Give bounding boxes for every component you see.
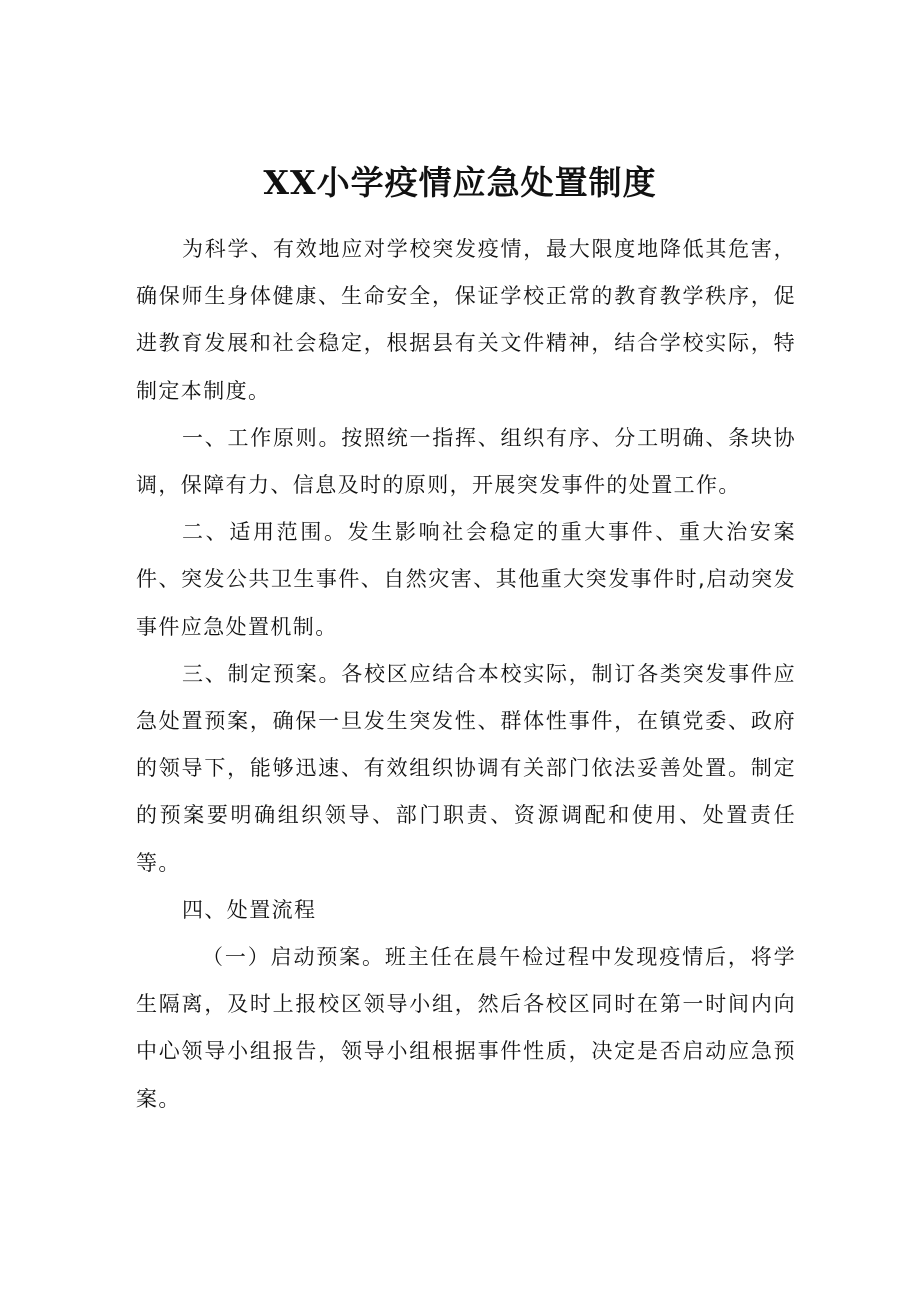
intro-paragraph: 为科学、有效地应对学校突发疫情，最大限度地降低其危害，确保师生身体健康、生命安全，保证学校正常的教育教学秩序，促进教育发展和社会稳定，根据县有关文件精神，结合学校实际，特制定本制度。 xyxy=(136,237,796,403)
section-work-principles: 一、工作原则。按照统一指挥、组织有序、分工明确、条块协调，保障有力、信息及时的原则，开展突发事件的处置工作。 xyxy=(136,425,796,498)
document-title: XX小学疫情应急处置制度 xyxy=(263,163,657,202)
document-body xyxy=(136,226,796,1123)
subsection-activate-plan: （一）启动预案。班主任在晨午检过程中发现疫情后，将学生隔离，及时上报校区领导小组，然后各校区同时在第一时间内向中心领导小组报告，领导小组根据事件性质，决定是否启动应急预案。 xyxy=(136,945,796,1111)
section-scope: 二、适用范围。发生影响社会稳定的重大事件、重大治安案件、突发公共卫生事件、自然灾害、其他重大突发事件时,启动突发事件应急处置机制。 xyxy=(136,520,796,639)
section-procedure-heading: 四、处置流程 xyxy=(182,897,317,922)
section-contingency-plans: 三、制定预案。各校区应结合本校实际，制订各类突发事件应急处置预案，确保一旦发生突发性、群体性事件，在镇党委、政府的领导下，能够迅速、有效组织协调有关部门依法妥善处置。制定的预案要明确组织领导、部门职责、资源调配和使用、处置责任等。 xyxy=(136,661,796,875)
